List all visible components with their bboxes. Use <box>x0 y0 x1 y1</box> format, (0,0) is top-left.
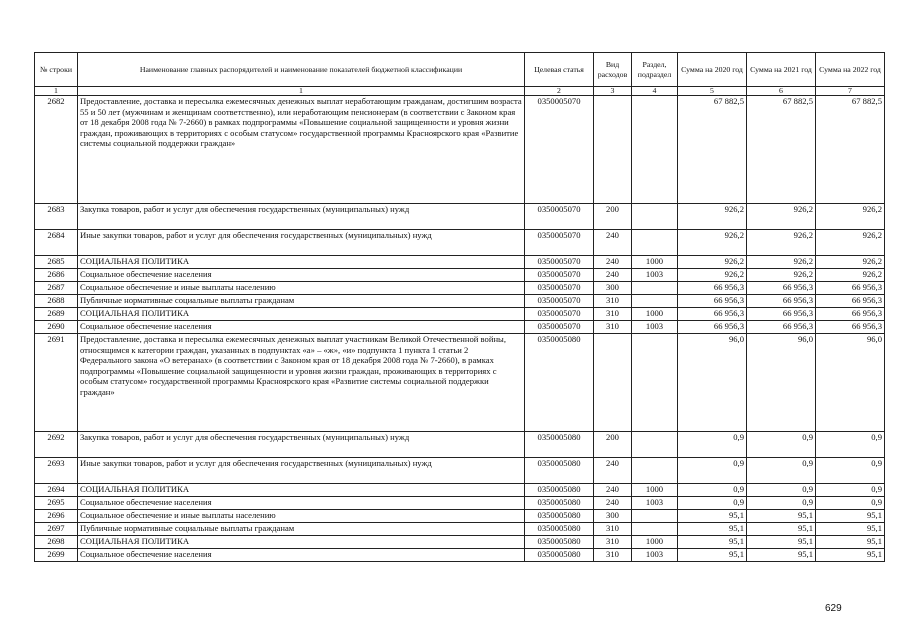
target-article: 0350005080 <box>525 497 594 510</box>
target-article: 0350005080 <box>525 510 594 523</box>
section-code <box>632 295 678 308</box>
target-article: 0350005070 <box>525 230 594 256</box>
sum-2021: 96,0 <box>747 334 816 432</box>
table-row <box>35 230 885 256</box>
sum-2021: 926,2 <box>747 230 816 256</box>
sum-2022: 95,1 <box>816 523 885 536</box>
header-row-number: № строки <box>35 53 78 87</box>
section-code: 1000 <box>632 256 678 269</box>
indicator-name: Публичные нормативные социальные выплаты гражданам <box>78 523 525 536</box>
target-article: 0350005080 <box>525 458 594 484</box>
header-expense-type: Вид расходов <box>594 53 632 87</box>
sum-2020: 0,9 <box>678 458 747 484</box>
sum-2020: 926,2 <box>678 256 747 269</box>
expense-type: 310 <box>594 523 632 536</box>
table-row <box>35 497 885 510</box>
column-number: 7 <box>816 87 885 96</box>
table-row <box>35 484 885 497</box>
expense-type: 240 <box>594 484 632 497</box>
header-section: Раздел, подраздел <box>632 53 678 87</box>
column-number: 1 <box>78 87 525 96</box>
sum-2022: 96,0 <box>816 334 885 432</box>
sum-2021: 95,1 <box>747 536 816 549</box>
table-row <box>35 536 885 549</box>
row-number: 2689 <box>35 308 78 321</box>
sum-2020: 0,9 <box>678 497 747 510</box>
row-number: 2683 <box>35 204 78 230</box>
sum-2021: 926,2 <box>747 204 816 230</box>
section-code <box>632 230 678 256</box>
indicator-name: СОЦИАЛЬНАЯ ПОЛИТИКА <box>78 536 525 549</box>
section-code: 1000 <box>632 484 678 497</box>
target-article: 0350005070 <box>525 321 594 334</box>
header-sum-2020: Сумма на 2020 год <box>678 53 747 87</box>
target-article: 0350005080 <box>525 484 594 497</box>
row-number: 2696 <box>35 510 78 523</box>
row-number: 2698 <box>35 536 78 549</box>
row-number: 2685 <box>35 256 78 269</box>
expense-type: 240 <box>594 269 632 282</box>
indicator-name: СОЦИАЛЬНАЯ ПОЛИТИКА <box>78 256 525 269</box>
sum-2020: 95,1 <box>678 510 747 523</box>
sum-2022: 67 882,5 <box>816 96 885 204</box>
sum-2020: 926,2 <box>678 269 747 282</box>
table-row <box>35 308 885 321</box>
sum-2021: 66 956,3 <box>747 282 816 295</box>
column-number: 1 <box>35 87 78 96</box>
column-number: 2 <box>525 87 594 96</box>
sum-2022: 66 956,3 <box>816 308 885 321</box>
section-code: 1000 <box>632 536 678 549</box>
table-body <box>35 96 885 562</box>
budget-table <box>34 52 885 562</box>
expense-type: 240 <box>594 230 632 256</box>
sum-2022: 926,2 <box>816 256 885 269</box>
table-row <box>35 204 885 230</box>
target-article: 0350005080 <box>525 523 594 536</box>
indicator-name: СОЦИАЛЬНАЯ ПОЛИТИКА <box>78 308 525 321</box>
indicator-name: Социальное обеспечение населения <box>78 549 525 562</box>
expense-type: 310 <box>594 308 632 321</box>
sum-2021: 0,9 <box>747 484 816 497</box>
budget-document <box>34 52 884 562</box>
row-number: 2687 <box>35 282 78 295</box>
sum-2021: 0,9 <box>747 432 816 458</box>
sum-2022: 0,9 <box>816 458 885 484</box>
section-code <box>632 334 678 432</box>
sum-2022: 926,2 <box>816 269 885 282</box>
table-row <box>35 295 885 308</box>
target-article: 0350005070 <box>525 96 594 204</box>
sum-2020: 0,9 <box>678 484 747 497</box>
expense-type: 240 <box>594 256 632 269</box>
column-number: 4 <box>632 87 678 96</box>
row-number: 2684 <box>35 230 78 256</box>
sum-2022: 95,1 <box>816 536 885 549</box>
section-code <box>632 282 678 295</box>
column-number: 5 <box>678 87 747 96</box>
indicator-name: Закупка товаров, работ и услуг для обеспечения государственных (муниципальных) нужд <box>78 432 525 458</box>
section-code: 1003 <box>632 497 678 510</box>
sum-2022: 66 956,3 <box>816 282 885 295</box>
table-row <box>35 458 885 484</box>
sum-2022: 66 956,3 <box>816 295 885 308</box>
row-number: 2686 <box>35 269 78 282</box>
expense-type: 300 <box>594 282 632 295</box>
sum-2020: 95,1 <box>678 549 747 562</box>
table-row <box>35 256 885 269</box>
target-article: 0350005080 <box>525 334 594 432</box>
expense-type: 200 <box>594 204 632 230</box>
sum-2020: 95,1 <box>678 523 747 536</box>
sum-2020: 66 956,3 <box>678 308 747 321</box>
sum-2020: 66 956,3 <box>678 282 747 295</box>
sum-2021: 67 882,5 <box>747 96 816 204</box>
table-row <box>35 282 885 295</box>
target-article: 0350005070 <box>525 204 594 230</box>
indicator-name: Предоставление, доставка и пересылка ежемесячных денежных выплат неработающим гражданам, достигшим возраста 55 и 50 лет (мужчинам и женщинам соответственно), или неработающим пенсионерам (в соответствии с Законом края от 18 декабря 2008 года № 7-2660) в рамках подпрограммы «Повышение социальной защищенности и уровня жизни граждан, проживающих в территориях с особым статусом» государственной программы Красноярского края «Развитие системы социальной поддержки граждан» <box>78 96 525 204</box>
row-number: 2691 <box>35 334 78 432</box>
sum-2022: 95,1 <box>816 510 885 523</box>
header-sum-2022: Сумма на 2022 год <box>816 53 885 87</box>
target-article: 0350005080 <box>525 549 594 562</box>
sum-2022: 926,2 <box>816 230 885 256</box>
sum-2020: 0,9 <box>678 432 747 458</box>
sum-2020: 96,0 <box>678 334 747 432</box>
expense-type: 200 <box>594 432 632 458</box>
target-article: 0350005070 <box>525 295 594 308</box>
sum-2022: 926,2 <box>816 204 885 230</box>
indicator-name: Социальное обеспечение населения <box>78 321 525 334</box>
row-number: 2694 <box>35 484 78 497</box>
section-code <box>632 432 678 458</box>
target-article: 0350005070 <box>525 269 594 282</box>
table-row <box>35 510 885 523</box>
indicator-name: Иные закупки товаров, работ и услуг для обеспечения государственных (муниципальных) нужд <box>78 458 525 484</box>
sum-2021: 926,2 <box>747 269 816 282</box>
sum-2022: 66 956,3 <box>816 321 885 334</box>
indicator-name: Социальное обеспечение и иные выплаты населению <box>78 282 525 295</box>
sum-2022: 0,9 <box>816 497 885 510</box>
sum-2021: 926,2 <box>747 256 816 269</box>
section-code <box>632 510 678 523</box>
sum-2021: 66 956,3 <box>747 295 816 308</box>
section-code: 1003 <box>632 269 678 282</box>
section-code <box>632 458 678 484</box>
indicator-name: Социальное обеспечение и иные выплаты населению <box>78 510 525 523</box>
column-number-row <box>35 87 885 96</box>
table-header <box>35 53 885 96</box>
table-row <box>35 334 885 432</box>
expense-type <box>594 96 632 204</box>
row-number: 2692 <box>35 432 78 458</box>
sum-2021: 95,1 <box>747 510 816 523</box>
row-number: 2699 <box>35 549 78 562</box>
sum-2022: 0,9 <box>816 484 885 497</box>
row-number: 2697 <box>35 523 78 536</box>
indicator-name: Предоставление, доставка и пересылка ежемесячных денежных выплат участникам Великой Отечественной войны, относящимся к категории граждан, указанных в подпунктах «а» – «ж», «и» подпункта 1 пункта 1 статьи 2 Федерального закона «О ветеранах» (в соответствии с Законом края от 18 декабря 2008 года № 7-2660), в рамках подпрограммы «Повышение социальной защищенности и уровня жизни граждан, проживающих в территориях с особым статусом» государственной программы Красноярского края «Развитие системы социальной поддержки граждан» <box>78 334 525 432</box>
expense-type: 310 <box>594 549 632 562</box>
target-article: 0350005070 <box>525 282 594 295</box>
section-code: 1003 <box>632 321 678 334</box>
sum-2022: 0,9 <box>816 432 885 458</box>
row-number: 2693 <box>35 458 78 484</box>
column-number: 3 <box>594 87 632 96</box>
row-number: 2682 <box>35 96 78 204</box>
target-article: 0350005070 <box>525 256 594 269</box>
indicator-name: Социальное обеспечение населения <box>78 497 525 510</box>
indicator-name: Закупка товаров, работ и услуг для обеспечения государственных (муниципальных) нужд <box>78 204 525 230</box>
row-number: 2690 <box>35 321 78 334</box>
target-article: 0350005080 <box>525 536 594 549</box>
header-target-article: Целевая статья <box>525 53 594 87</box>
sum-2021: 0,9 <box>747 458 816 484</box>
sum-2021: 66 956,3 <box>747 321 816 334</box>
expense-type <box>594 334 632 432</box>
header-name: Наименование главных распорядителей и наименование показателей бюджетной классификации <box>78 53 525 87</box>
sum-2020: 67 882,5 <box>678 96 747 204</box>
expense-type: 310 <box>594 295 632 308</box>
expense-type: 240 <box>594 458 632 484</box>
section-code <box>632 523 678 536</box>
sum-2021: 66 956,3 <box>747 308 816 321</box>
section-code <box>632 96 678 204</box>
sum-2021: 95,1 <box>747 523 816 536</box>
sum-2020: 66 956,3 <box>678 295 747 308</box>
column-number: 6 <box>747 87 816 96</box>
expense-type: 300 <box>594 510 632 523</box>
indicator-name: Публичные нормативные социальные выплаты гражданам <box>78 295 525 308</box>
section-code: 1000 <box>632 308 678 321</box>
section-code: 1003 <box>632 549 678 562</box>
table-row <box>35 96 885 204</box>
sum-2020: 926,2 <box>678 230 747 256</box>
table-row <box>35 523 885 536</box>
indicator-name: Социальное обеспечение населения <box>78 269 525 282</box>
table-row <box>35 549 885 562</box>
page-number: 629 <box>825 603 842 614</box>
sum-2021: 0,9 <box>747 497 816 510</box>
row-number: 2695 <box>35 497 78 510</box>
indicator-name: СОЦИАЛЬНАЯ ПОЛИТИКА <box>78 484 525 497</box>
expense-type: 240 <box>594 497 632 510</box>
expense-type: 310 <box>594 536 632 549</box>
sum-2020: 66 956,3 <box>678 321 747 334</box>
target-article: 0350005070 <box>525 308 594 321</box>
indicator-name: Иные закупки товаров, работ и услуг для обеспечения государственных (муниципальных) нужд <box>78 230 525 256</box>
table-row <box>35 432 885 458</box>
row-number: 2688 <box>35 295 78 308</box>
target-article: 0350005080 <box>525 432 594 458</box>
sum-2021: 95,1 <box>747 549 816 562</box>
sum-2020: 926,2 <box>678 204 747 230</box>
sum-2022: 95,1 <box>816 549 885 562</box>
section-code <box>632 204 678 230</box>
table-row <box>35 269 885 282</box>
expense-type: 310 <box>594 321 632 334</box>
header-sum-2021: Сумма на 2021 год <box>747 53 816 87</box>
table-row <box>35 321 885 334</box>
sum-2020: 95,1 <box>678 536 747 549</box>
